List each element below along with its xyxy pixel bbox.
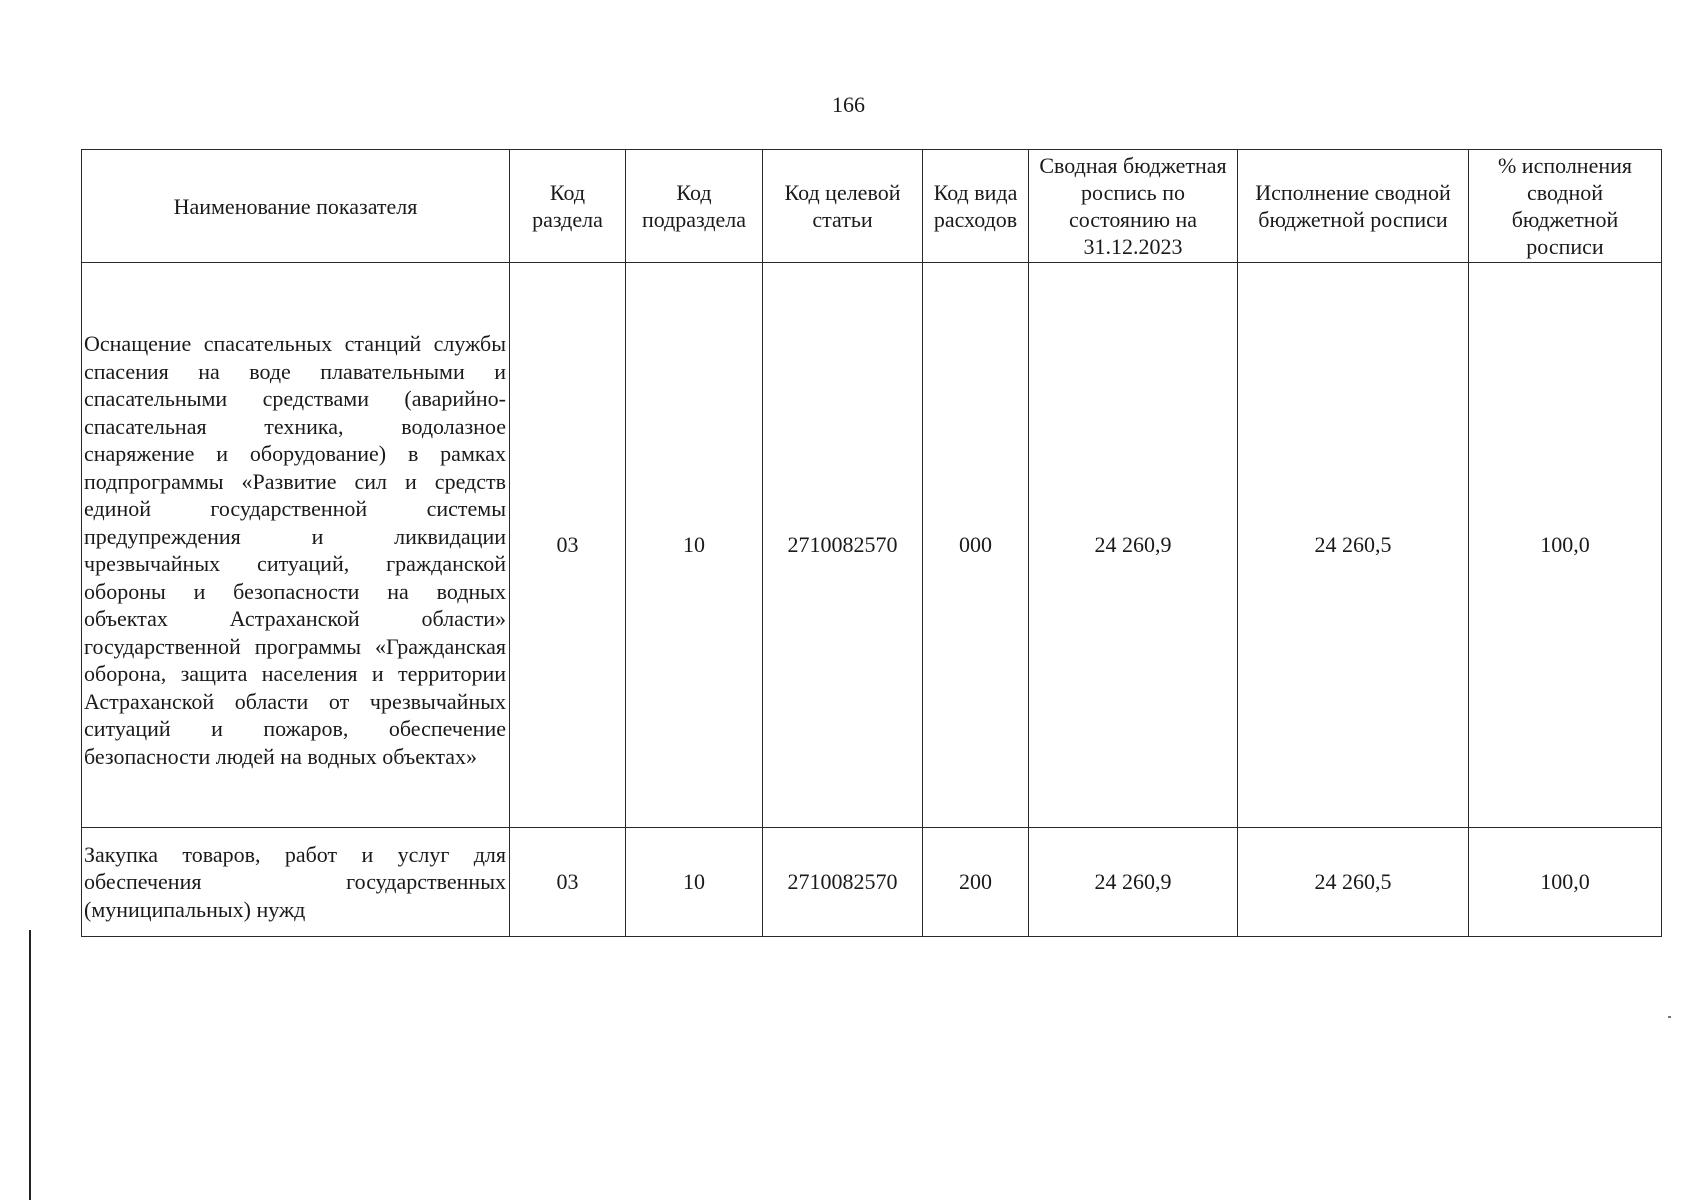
subsection-code-cell: 10: [626, 263, 763, 828]
scan-edge-line: [29, 930, 31, 1200]
expense-type-code-cell: 000: [923, 263, 1029, 828]
header-target-article-code: Код целевой статьи: [763, 150, 923, 263]
indicator-name-cell: Оснащение спасательных станций службы спасения на воде плавательными и спасательными средствами (аварийно-спасательная техника, водолазное снаряжение и оборудование) в рамках подпрограммы «Развитие сил и средств единой государственной системы предупреждения и ликвидации чрезвычайных ситуаций, гражданской обороны и безопасности на водных объектах Астраханской области» государственной программы «Гражданская оборона, защита населения и территории Астраханской области от чрезвычайных ситуаций и пожаров, обеспечение безопасности людей на водных объектах»: [82, 263, 510, 828]
budget-execution-cell: 24 260,5: [1238, 828, 1469, 937]
expense-type-code-cell: 200: [923, 828, 1029, 937]
consolidated-budget-cell: 24 260,9: [1029, 828, 1238, 937]
page-number: 166: [832, 92, 865, 117]
indicator-name-cell: Закупка товаров, работ и услуг для обеспечения государственных (муниципальных) нужд: [82, 828, 510, 937]
table-row: [82, 263, 1662, 828]
subsection-code-cell: 10: [626, 828, 763, 937]
header-section-code: Код раздела: [510, 150, 626, 263]
header-subsection-code: Код подраздела: [626, 150, 763, 263]
header-consolidated-budget: Сводная бюджетная роспись по состоянию на 31.12.2023: [1029, 150, 1238, 263]
table-header-row: [82, 150, 1662, 263]
table-row: [82, 828, 1662, 937]
header-budget-execution: Исполнение сводной бюджетной росписи: [1238, 150, 1469, 263]
target-article-code-cell: 2710082570: [763, 263, 923, 828]
execution-percent-cell: 100,0: [1469, 263, 1662, 828]
header-execution-percent: % исполнения сводной бюджетной росписи: [1469, 150, 1662, 263]
execution-percent-cell: 100,0: [1469, 828, 1662, 937]
budget-execution-table: [81, 149, 1662, 937]
section-code-cell: 03: [510, 828, 626, 937]
scan-speck: [1668, 1016, 1671, 1018]
budget-execution-cell: 24 260,5: [1238, 263, 1469, 828]
header-indicator-name: Наименование показателя: [82, 150, 510, 263]
header-expense-type-code: Код вида расходов: [923, 150, 1029, 263]
consolidated-budget-cell: 24 260,9: [1029, 263, 1238, 828]
section-code-cell: 03: [510, 263, 626, 828]
target-article-code-cell: 2710082570: [763, 828, 923, 937]
